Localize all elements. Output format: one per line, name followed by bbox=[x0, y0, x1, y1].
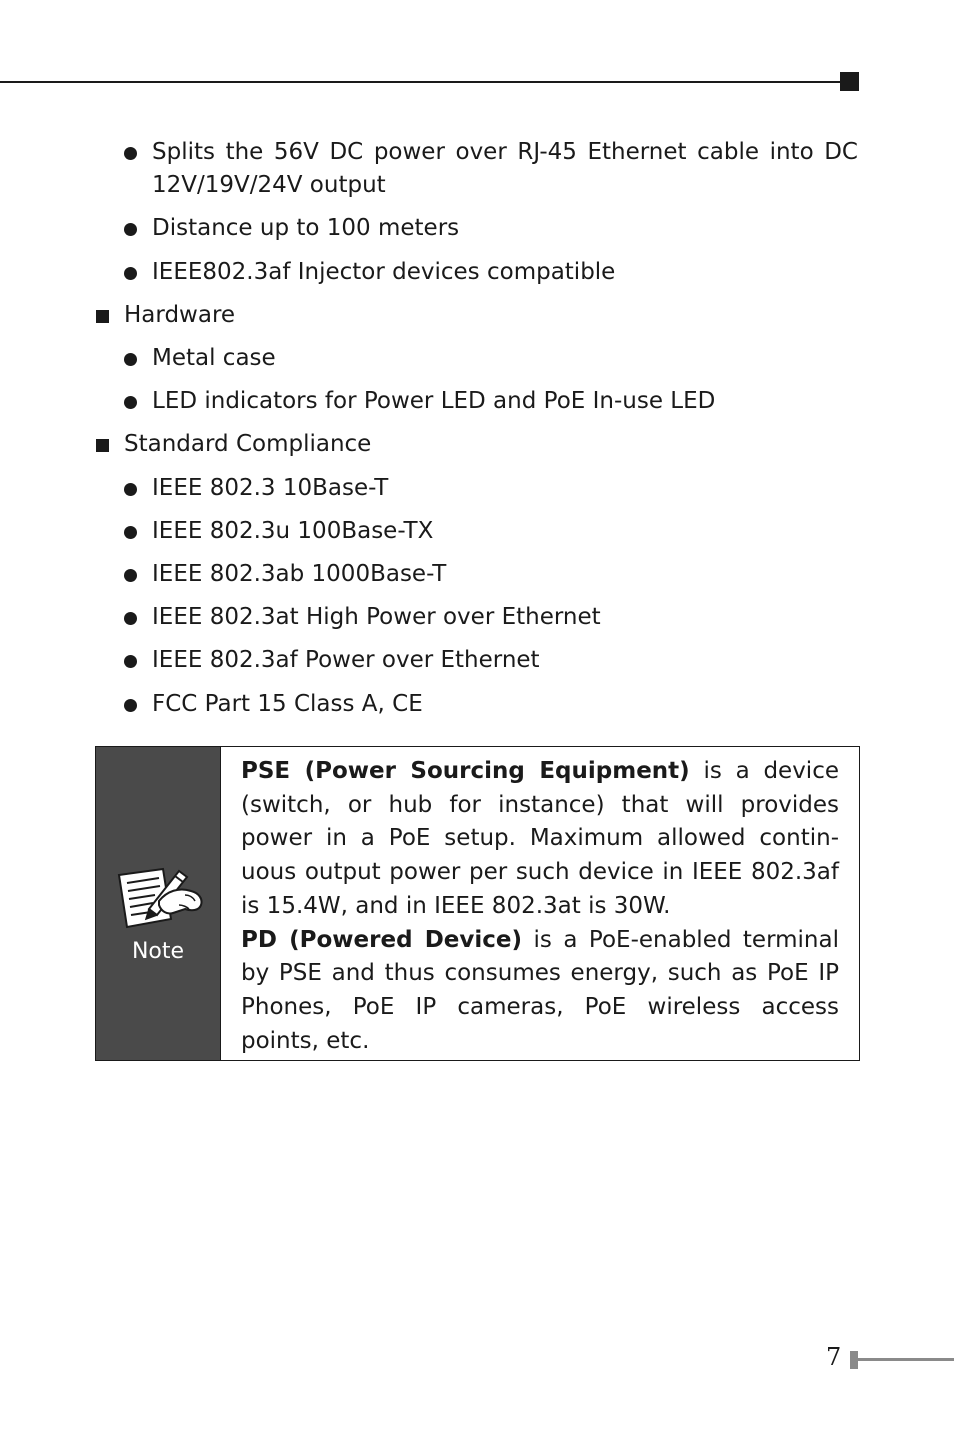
compliance-item bbox=[152, 644, 540, 677]
feature-injector-text: IEEE802.3af Injector devices compatible bbox=[152, 259, 616, 285]
footer-tab-marker bbox=[850, 1351, 858, 1369]
feature-splits bbox=[152, 136, 858, 202]
note-body bbox=[221, 747, 859, 1060]
note-pse-text: is a device (switch, or hub for instance) that will provides power in a PoE setup. Maximum allowed contin-uous output power per such device in IEEE 802.3af is 15.4W, and in IEEE 802.3at is 30W. bbox=[241, 758, 839, 919]
compliance-heading bbox=[124, 428, 371, 461]
bullet-dot-icon bbox=[124, 147, 137, 160]
bullet-square-icon bbox=[96, 310, 109, 323]
bullet-dot-icon bbox=[124, 223, 137, 236]
feature-splits-line2: 12V/19V/24V output bbox=[152, 172, 386, 198]
compliance-item bbox=[152, 688, 423, 721]
hardware-heading-text: Hardware bbox=[124, 302, 236, 328]
note-hand-writing-icon bbox=[113, 865, 205, 939]
compliance-item bbox=[152, 515, 433, 548]
note-label: Note bbox=[131, 939, 185, 964]
note-box bbox=[95, 746, 860, 1061]
hardware-item bbox=[152, 385, 715, 418]
compliance-item-text: IEEE 802.3af Power over Ethernet bbox=[152, 647, 540, 673]
hardware-item-text: Metal case bbox=[152, 345, 276, 371]
compliance-item bbox=[152, 472, 388, 505]
bullet-dot-icon bbox=[124, 612, 137, 625]
feature-injector bbox=[152, 256, 615, 289]
bullet-dot-icon bbox=[124, 569, 137, 582]
page-number: 7 bbox=[826, 1343, 842, 1371]
note-pd-paragraph bbox=[241, 924, 839, 1059]
feature-distance-text: Distance up to 100 meters bbox=[152, 215, 460, 241]
note-sidebar bbox=[96, 747, 221, 1060]
hardware-heading bbox=[124, 299, 235, 332]
compliance-item bbox=[152, 601, 601, 634]
bullet-dot-icon bbox=[124, 655, 137, 668]
header-square-marker bbox=[840, 72, 859, 91]
footer-rule bbox=[858, 1358, 954, 1361]
bullet-dot-icon bbox=[124, 526, 137, 539]
compliance-heading-text: Standard Compliance bbox=[124, 431, 372, 457]
compliance-item bbox=[152, 558, 446, 591]
bullet-dot-icon bbox=[124, 396, 137, 409]
bullet-dot-icon bbox=[124, 699, 137, 712]
bullet-dot-icon bbox=[124, 267, 137, 280]
note-pse-term: PSE (Power Sourcing Equipment) bbox=[241, 758, 690, 784]
compliance-item-text: IEEE 802.3at High Power over Ethernet bbox=[152, 604, 601, 630]
bullet-dot-icon bbox=[124, 353, 137, 366]
note-pd-text: is a PoE-enabled terminal by PSE and thus consumes energy, such as PoE IP Phones, PoE IP cameras, PoE wireless access points, etc. bbox=[241, 926, 839, 1054]
compliance-item-text: IEEE 802.3 10Base-T bbox=[152, 475, 389, 501]
header-rule bbox=[0, 81, 842, 83]
compliance-item-text: IEEE 802.3ab 1000Base-T bbox=[152, 561, 447, 587]
feature-distance bbox=[152, 212, 459, 245]
note-pd-term: PD (Powered Device) bbox=[241, 926, 523, 953]
compliance-item-text: FCC Part 15 Class A, CE bbox=[152, 691, 423, 717]
hardware-item-text: LED indicators for Power LED and PoE In-use LED bbox=[152, 388, 716, 414]
note-pse-paragraph bbox=[241, 755, 839, 924]
compliance-item-text: IEEE 802.3u 100Base-TX bbox=[152, 518, 434, 544]
hardware-item bbox=[152, 342, 276, 375]
feature-splits-line1: Splits the 56V DC power over RJ-45 Ethernet cable into DC bbox=[152, 139, 858, 165]
bullet-dot-icon bbox=[124, 483, 137, 496]
bullet-square-icon bbox=[96, 439, 109, 452]
